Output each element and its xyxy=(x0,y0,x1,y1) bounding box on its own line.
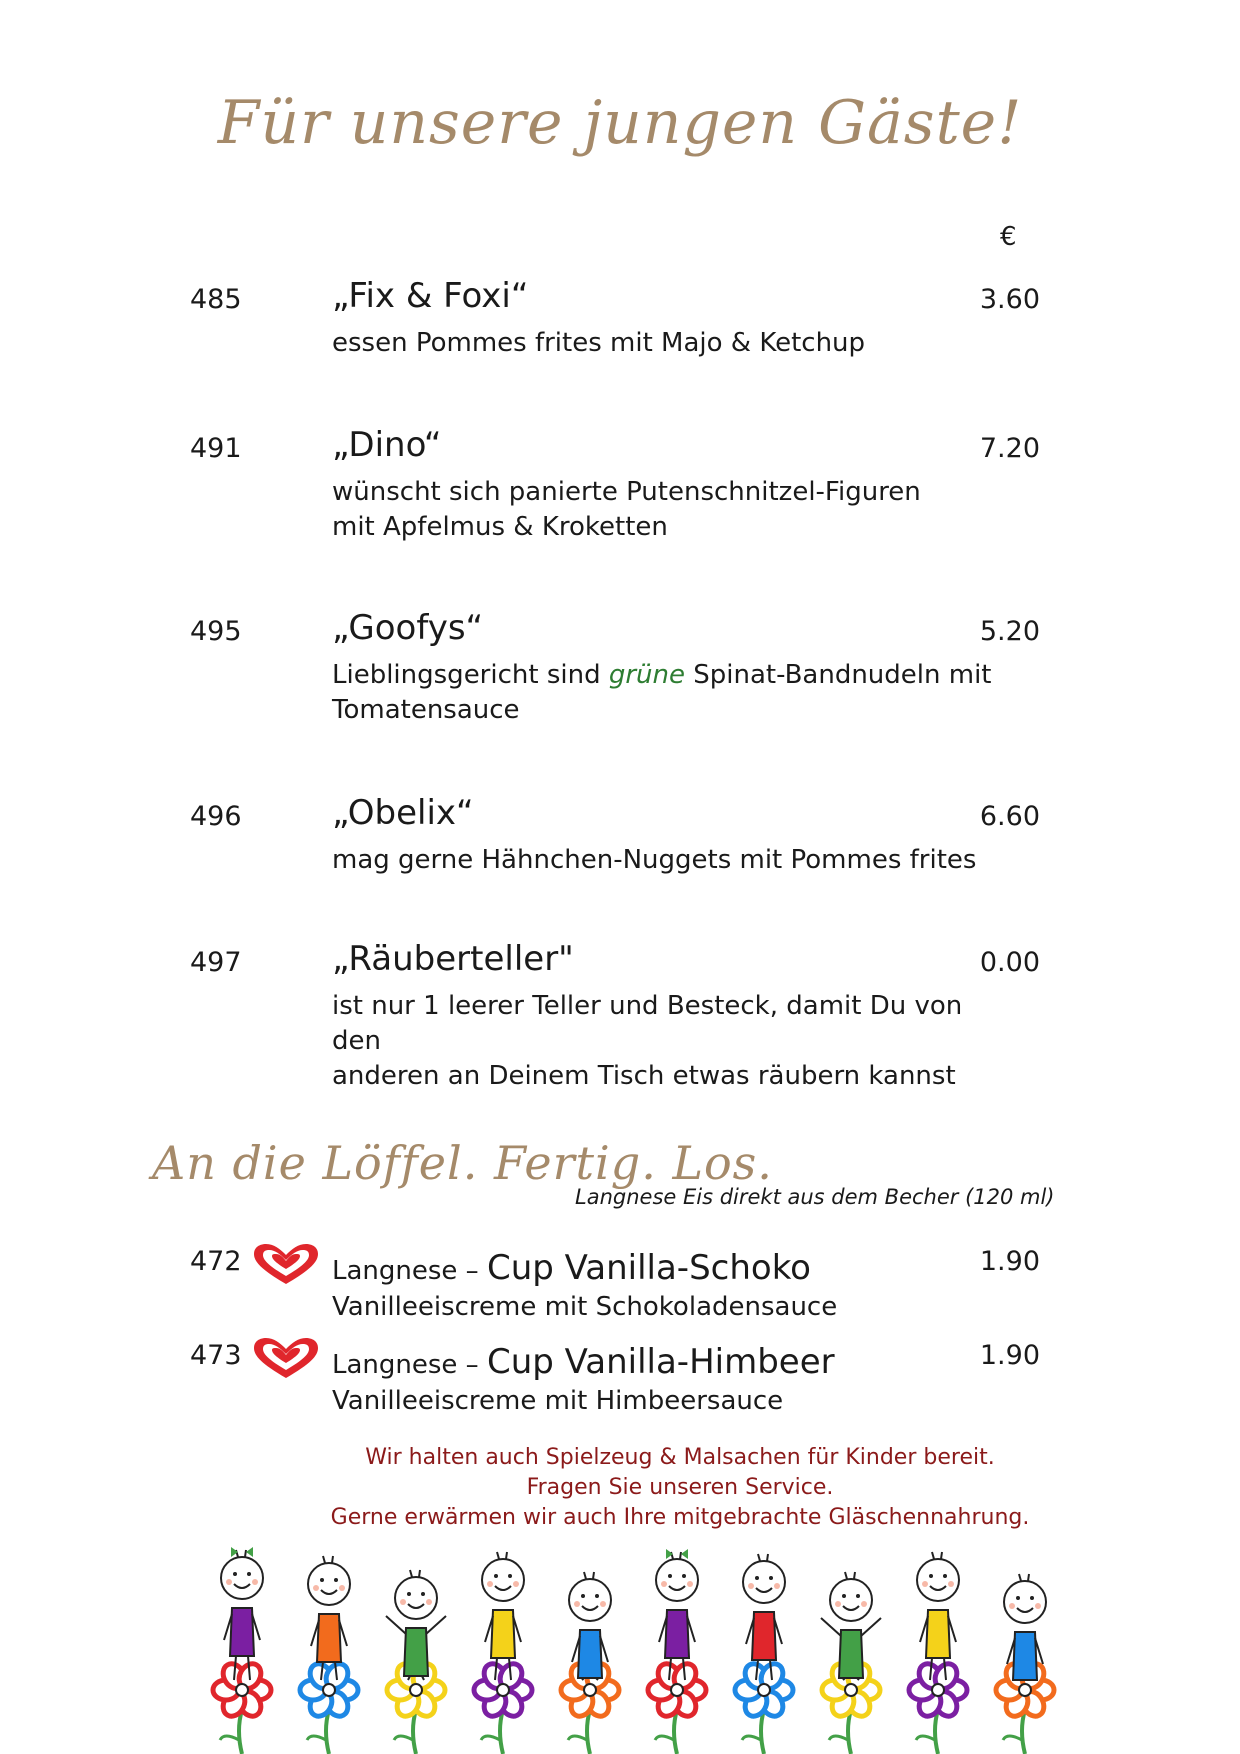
description-line xyxy=(332,658,992,693)
currency-label: € xyxy=(1000,222,1017,252)
item-name xyxy=(332,1248,811,1288)
section-subtitle: Langnese Eis direkt aus dem Becher (120 ml) xyxy=(575,1185,1055,1209)
description-line: mag gerne Hähnchen-Nuggets mit Pommes frites xyxy=(332,845,977,875)
description-line: mit Apfelmus & Kroketten xyxy=(332,512,668,542)
product-text: Cup Vanilla-Schoko xyxy=(486,1248,811,1288)
description-text: Lieblingsgericht sind xyxy=(332,660,609,690)
kid-figure xyxy=(996,1574,1054,1754)
item-name: „Fix & Foxi“ xyxy=(332,276,529,316)
note-line: Wir halten auch Spielzeug & Malsachen für Kinder bereit. xyxy=(365,1445,995,1470)
kid-figure xyxy=(561,1572,619,1754)
item-description: Vanilleeiscreme mit Schokoladensauce xyxy=(332,1292,838,1322)
item-name: „Räuberteller" xyxy=(332,939,574,979)
item-description xyxy=(332,658,992,728)
brand-text: Langnese – xyxy=(332,1256,487,1286)
kid-figure xyxy=(735,1554,793,1754)
item-price: 6.60 xyxy=(979,801,1040,832)
item-name: „Dino“ xyxy=(332,425,442,465)
product-text: Cup Vanilla-Himbeer xyxy=(486,1342,835,1382)
description-line: anderen an Deinem Tisch etwas räubern kannst xyxy=(332,1061,956,1091)
item-description xyxy=(332,843,992,878)
langnese-heart-icon xyxy=(252,1242,320,1286)
kid-figure xyxy=(213,1547,271,1754)
description-line: wünscht sich panierte Putenschnitzel-Figuren xyxy=(332,477,921,507)
page-title: Für unsere jungen Gäste! xyxy=(217,88,1023,158)
item-price: 0.00 xyxy=(979,947,1040,978)
item-number: 472 xyxy=(190,1246,242,1277)
item-number: 495 xyxy=(190,616,242,647)
brand-text: Langnese – xyxy=(332,1350,487,1380)
item-price: 5.20 xyxy=(979,616,1040,647)
item-name: „Goofys“ xyxy=(332,608,484,648)
highlight-text: grüne xyxy=(608,660,686,690)
description-text: Spinat-Bandnudeln mit xyxy=(685,660,992,690)
item-price: 1.90 xyxy=(979,1340,1040,1371)
item-price: 1.90 xyxy=(979,1246,1040,1277)
item-description: Vanilleeiscreme mit Himbeersauce xyxy=(332,1386,784,1416)
description-line: ist nur 1 leerer Teller und Besteck, damit Du von den xyxy=(332,991,963,1056)
item-number: 485 xyxy=(190,284,242,315)
langnese-heart-icon xyxy=(252,1336,320,1380)
kid-figure xyxy=(300,1556,358,1754)
kid-figure xyxy=(821,1572,881,1754)
item-description xyxy=(332,326,992,361)
kid-figure xyxy=(648,1549,706,1754)
item-number: 496 xyxy=(190,801,242,832)
description-line: Tomatensauce xyxy=(332,695,520,725)
description-line: essen Pommes frites mit Majo & Ketchup xyxy=(332,328,866,358)
item-number: 473 xyxy=(190,1340,242,1371)
kid-figure xyxy=(474,1552,532,1754)
item-price: 7.20 xyxy=(979,433,1040,464)
service-notes xyxy=(300,1443,1060,1533)
section-title: An die Löffel. Fertig. Los. xyxy=(152,1136,773,1190)
kids-on-flowers-illustration xyxy=(200,1540,1080,1754)
note-line: Gerne erwärmen wir auch Ihre mitgebrachte Gläschennahrung. xyxy=(330,1505,1030,1530)
item-price: 3.60 xyxy=(979,284,1040,315)
item-description xyxy=(332,989,992,1094)
item-name xyxy=(332,1342,835,1382)
kid-figure xyxy=(909,1552,967,1754)
item-number: 491 xyxy=(190,433,242,464)
item-description xyxy=(332,475,992,545)
item-name: „Obelix“ xyxy=(332,793,474,833)
note-line: Fragen Sie unseren Service. xyxy=(526,1475,834,1500)
item-number: 497 xyxy=(190,947,242,978)
kid-figure xyxy=(386,1570,446,1754)
